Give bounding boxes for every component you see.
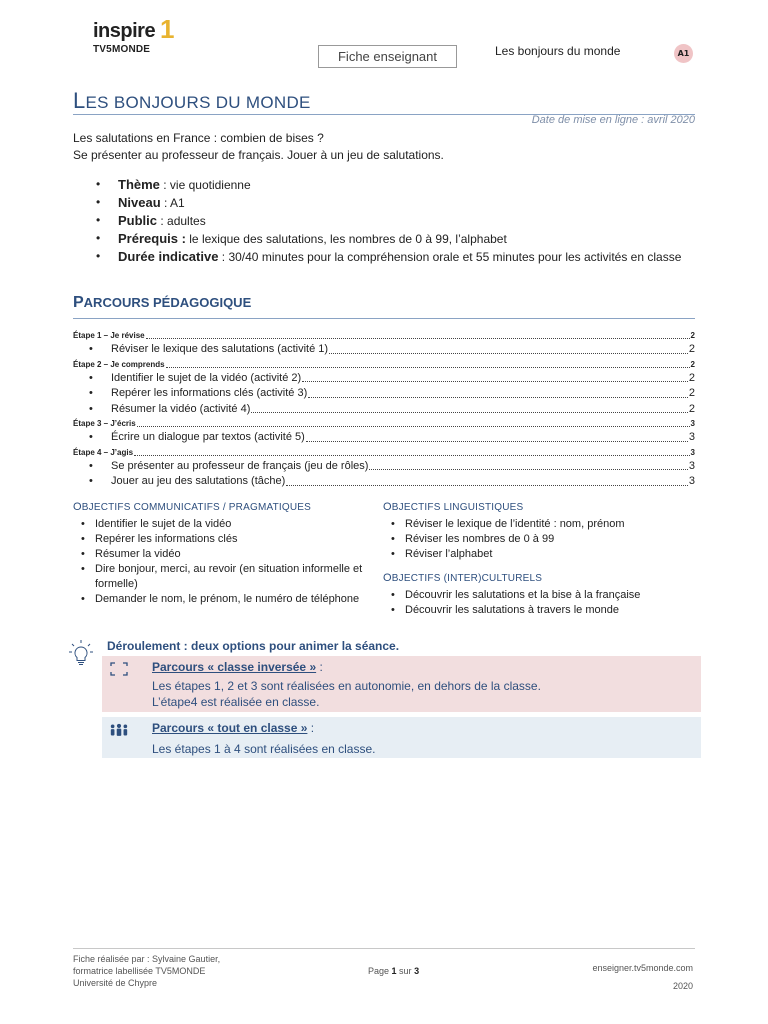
page-title: LES BONJOURS DU MONDE xyxy=(73,88,311,113)
toc-text: Jouer au jeu des salutations (tâche) xyxy=(111,475,286,487)
header-doc-title: Les bonjours du monde xyxy=(495,44,621,58)
toc-step[interactable] xyxy=(73,358,695,371)
list-item: • Réviser l’alphabet xyxy=(383,547,695,562)
intro-text xyxy=(73,130,695,164)
parcours-inversee-line: L’étape4 est réalisée en classe. xyxy=(152,695,320,709)
toc-text: Étape 2 – Je comprends xyxy=(73,359,165,369)
bullet: • xyxy=(89,459,93,472)
intro-line: Se présenter au professeur de français. Jouer à un jeu de salutations. xyxy=(73,148,444,162)
toc-item[interactable] xyxy=(73,430,695,446)
toc-leader xyxy=(137,426,690,427)
bullet: • xyxy=(89,371,93,384)
footer-year: 2020 xyxy=(672,981,693,991)
toc-item[interactable] xyxy=(73,386,695,402)
meta-item-duree: • Durée indicative : 30/40 minutes pour la compréhension orale et 55 minutes pour les activités en classe xyxy=(96,248,696,266)
footer-site xyxy=(592,959,693,995)
bullet: • xyxy=(89,387,93,399)
footer-divider xyxy=(73,948,695,949)
toc-page: 2 xyxy=(688,402,695,415)
parcours-classe-title: Parcours « tout en classe » : xyxy=(152,721,315,735)
logo-text: inspire xyxy=(93,20,156,42)
toc-leader xyxy=(134,455,690,456)
parcours-classe-line: Les étapes 1 à 4 sont réalisées en classe. xyxy=(152,742,376,756)
parcours-tout-en-classe xyxy=(102,717,701,758)
toc-text: Écrire un dialogue par textos (activité 5) xyxy=(111,431,305,443)
toc-leader xyxy=(251,412,687,413)
toc-item[interactable] xyxy=(73,402,695,418)
toc-text: Se présenter au professeur de français (jeu de rôles) xyxy=(111,459,369,472)
fiche-enseignant-label: Fiche enseignant xyxy=(318,45,457,68)
toc-page: 3 xyxy=(690,447,695,457)
table-of-contents xyxy=(73,329,695,490)
toc-leader xyxy=(306,441,688,442)
toc-page: 3 xyxy=(688,431,695,443)
toc-page: 2 xyxy=(688,387,695,399)
toc-step[interactable] xyxy=(73,329,695,342)
toc-leader xyxy=(329,353,688,354)
parcours-classe-inversee xyxy=(102,656,701,712)
toc-page: 3 xyxy=(688,475,695,487)
toc-step[interactable] xyxy=(73,446,695,459)
group-icon xyxy=(109,722,129,738)
bullet: • xyxy=(89,402,93,415)
objectifs-communicatifs-title: OBJECTIFS COMMUNICATIFS / PRAGMATIQUES xyxy=(73,501,312,513)
objectifs-linguistiques-title: OBJECTIFS LINGUISTIQUES xyxy=(383,501,524,513)
toc-page: 2 xyxy=(688,343,695,355)
site-link[interactable]: enseigner.tv5monde.com xyxy=(592,963,693,973)
meta-list xyxy=(96,176,696,266)
deroulement-title: Déroulement : deux options pour animer la séance. xyxy=(107,639,400,653)
list-item: • Découvrir les salutations et la bise à la française xyxy=(383,588,695,603)
toc-item[interactable] xyxy=(73,459,695,475)
objectifs-culturels xyxy=(383,571,695,618)
toc-page: 2 xyxy=(688,371,695,384)
parcours-inversee-line: Les étapes 1, 2 et 3 sont réalisées en autonomie, en dehors de la classe. xyxy=(152,679,541,693)
meta-item-prerequis: • Prérequis : le lexique des salutations, les nombres de 0 à 99, l’alphabet xyxy=(96,230,696,248)
bullet: • xyxy=(89,343,93,355)
toc-leader xyxy=(166,367,690,368)
bullet: • xyxy=(89,431,93,443)
objectifs-communicatifs xyxy=(73,500,363,607)
objectifs-linguistiques xyxy=(383,500,695,562)
tv5monde-logo-text: TV5MONDE xyxy=(93,44,151,55)
toc-item[interactable] xyxy=(73,474,695,490)
toc-step[interactable] xyxy=(73,417,695,430)
toc-item[interactable] xyxy=(73,371,695,387)
meta-item-theme: • Thème : vie quotidienne xyxy=(96,176,696,194)
toc-text: Étape 3 – J’écris xyxy=(73,419,136,428)
toc-text: Résumer la vidéo (activité 4) xyxy=(111,402,251,415)
toc-text: Identifier le sujet de la vidéo (activité 2) xyxy=(111,371,302,384)
list-item: • Dire bonjour, merci, au revoir (en situation informelle et formelle) xyxy=(73,562,363,592)
toc-page: 3 xyxy=(690,419,695,428)
section-title-parcours: PARCOURS PÉDAGOGIQUE xyxy=(73,294,252,311)
toc-text: Étape 1 – Je révise xyxy=(73,331,145,340)
bullet: • xyxy=(89,475,93,487)
inspire-logo xyxy=(93,14,183,55)
list-item: • Réviser le lexique de l’identité : nom, prénom xyxy=(383,517,695,532)
intro-line: Les salutations en France : combien de bises ? xyxy=(73,131,324,145)
toc-page: 2 xyxy=(690,331,695,340)
lightbulb-icon xyxy=(68,638,94,668)
toc-text: Repérer les informations clés (activité 3) xyxy=(111,387,308,399)
list-item: • Réviser les nombres de 0 à 99 xyxy=(383,532,695,547)
footer-author: Fiche réalisée par : Sylvaine Gautier, formatrice labellisée TV5MONDE Université de Chypre xyxy=(73,954,221,988)
page-number: Page 1 sur 3 xyxy=(368,966,420,976)
toc-page: 2 xyxy=(690,359,695,369)
list-item: • Identifier le sujet de la vidéo xyxy=(73,517,363,532)
parcours-inversee-title: Parcours « classe inversée » : xyxy=(152,660,323,674)
list-item: • Repérer les informations clés xyxy=(73,532,363,547)
objectifs-culturels-title: OBJECTIFS (INTER)CULTURELS xyxy=(383,572,543,584)
screen-icon xyxy=(109,661,129,677)
list-item: • Demander le nom, le prénom, le numéro de téléphone xyxy=(73,592,363,607)
toc-leader xyxy=(146,338,690,339)
section-divider xyxy=(73,318,695,319)
level-badge: A1 xyxy=(674,44,693,63)
meta-item-public: • Public : adultes xyxy=(96,212,696,230)
meta-item-niveau: • Niveau : A1 xyxy=(96,194,696,212)
toc-leader xyxy=(308,397,688,398)
toc-page: 3 xyxy=(688,459,695,472)
publication-date: Date de mise en ligne : avril 2020 xyxy=(531,114,695,126)
toc-leader xyxy=(286,485,688,486)
toc-leader xyxy=(369,469,687,470)
logo-number: 1 xyxy=(160,14,174,44)
toc-leader xyxy=(302,381,688,382)
list-item: • Découvrir les salutations à travers le monde xyxy=(383,603,695,618)
list-item: • Résumer la vidéo xyxy=(73,547,363,562)
toc-item[interactable] xyxy=(73,342,695,358)
toc-text: Étape 4 – J’agis xyxy=(73,447,134,457)
toc-text: Réviser le lexique des salutations (activité 1) xyxy=(111,343,329,355)
